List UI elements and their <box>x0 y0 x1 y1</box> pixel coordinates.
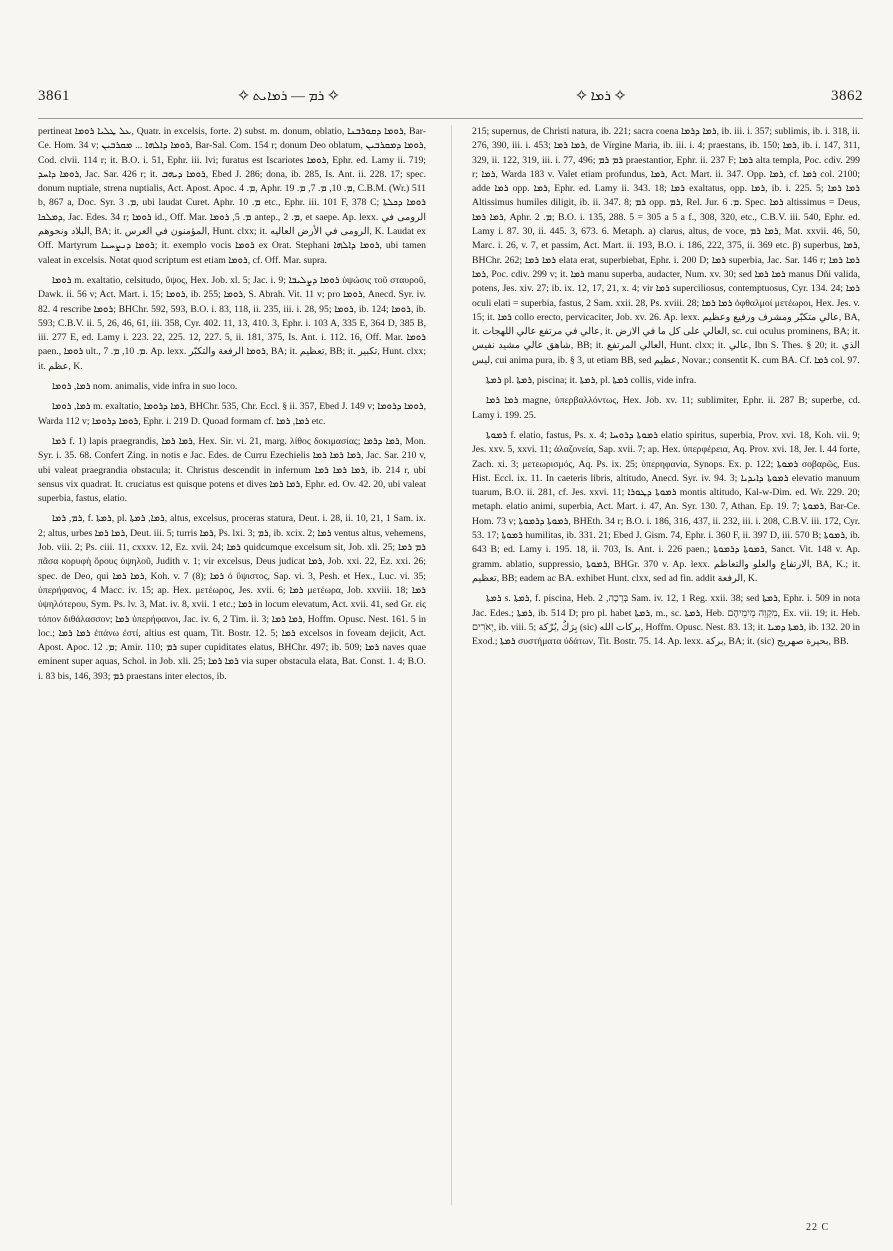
left-entry-2: ܪܘܡܐ m. exaltatio, celsitudo, ὕψος, Hex. Job. xl. 5; Jac. i. 9; ܪܘܡܐ ܕܨܠܝܒܐ ὑψώσις τοῦ σταυροῦ, Dawk. ii. 56 v; Act. Mart. i. 15; ܪܘܡܐ, ib. 255; ܪܘܡܐ, S. Abrah. Vit. 11 v; pro ܪܘܡܐ, Anecd. Syr. iv. 82. 4 rescribe ܪܘܡܐ; BHChr. 592, 593, B.O. i. 83, 118, ii. 235, iii. i. 28, 95; ܪܘܡܐ, ib. 124; ܪܘܡܐ, ib. 593; C.B.V. ii. 5, 26, 46, 61, iii. 358, Cyr. 402. 11, 13, 410. 3, Ephr. i. 103 A, 335 E, 364 D, 385 B, iii. 277 E, ed. Lamy i. 223. 22, 225. 12, 227. 5, ii. 181, 375, Is. Ant. i. 112. 16, Off. Mar. ܪܘܡܐ paen., ܪܘܡܐ ult., ܡ. 10, ܡ. 7. Ap. lexx. ܪܘܡܐ الرفعة والتكبّر, BA; it. تعظيم, BB; it. تكبير, Hunt. clxx; it. عظم, K. <box>38 274 426 372</box>
column-divider <box>451 125 452 1205</box>
left-running-head: ✧ ܪܡ — ܪܡܐܝܬ ✧ <box>238 89 339 104</box>
right-column <box>472 125 860 1220</box>
left-entry-4: ܪܡܐ, ܪܘܡܐ m. exaltatio, ܪܡܐ ܕܪܘܡܐ, BHChr. 535, Chr. Eccl. § ii. 357, Ebed J. 149 v; ܪܘܡܐ ܕܪܘܡܐ, Warda 112 v; ܪܘܡܐ ܕܪܘܡܐ, Ephr. i. 219 D. Quoad formam cf. ܪܡܐ, ܪܡܐ etc. <box>38 401 426 427</box>
right-running-head: ✧ ܪܡܐ ✧ <box>576 89 626 104</box>
left-entry-1: pertineat ܥܠ ܛܠܝܐ ܪܘܡܐ, Quatr. in excelsis, forte. 2) subst. m. donum, oblatio, ܪܘܡܐ ܕܩܘܪܒܢܐ, Bar-Ce. Hom. 34 v; ܪܘܡܐ ܕܐܠܗܐ ... ܡܩܪܒܝܢ, Bar-Sal. Com. 154 r; donum Deo oblatum, ܪܘܡܐ ܕܡܩܪܒܝܢ, Cod. clvii. 114 r; it. B.O. i. 51, Ephr. iii. lvi; furatus est Iscariotes ܪܘܡܐ, Ephr. ed. Lamy ii. 719; ܪܘܡܐ ܕܐܚܕ, Jac. Sar. 426 r; it. ܪܘܡܐ ܕܝܗܒ, Ebed J. 286; dona, ib. 285, Is. Ant. ii. 228. 17; spec. donum nuptiale, strena nuptialis, Act. Apost. Apoc. ܡ. 4, Aphr. ܡ. 10, ܡ. 7, ܡ. 19, C.B.M. (Wr.) 511 b, 867 a, Doc. Syr. ܡ. 3, ubi laudat Curet. Aphr. ܡ. 10 etc., Ephr. iii. 101 F, 378 C; ܪܘܡܐ ܕܟܠܬܐ ܕܡܠܟܐ, Jac. Edes. 34 r; ܪܘܡܐ id., Off. Mar. ܡ. 5, ܪܘܡܐ antep., ܡ. 2, et saepe. Ap. lexx. الرومى في البلاد ونحوهم, BA; it. المؤمنون في العرس, Hunt. clxx; it. الرومى في الأرض العاليه, K. Laudat ex Off. Martyrum ܪܘܡܐ ܕܢܨܚܢܐ; it. exemplo vocis ܪܘܡܐ ex Orat. Stephani ܪܘܡܐ ܕܐܠܗܐ, ubi tamen valeat in excelsis. Notat quod scriptum est etiam ܪܘܡܐ, cf. Off. Mar. supra. <box>38 126 426 266</box>
page-header <box>38 88 863 108</box>
right-entry-2: ܪܡܬܐ pl. ܪܡܬܐ, piscina; it. ܪܡܬܐ, pl. ܪܡܬܐ collis, vide infra. <box>486 375 697 387</box>
left-column <box>38 125 426 1220</box>
left-page-number: 3861 <box>38 88 70 104</box>
right-page-number: 3862 <box>831 88 863 104</box>
right-entry-1: 215; supernus, de Christi natura, ib. 221; sacra coena ܪܡܐ ܕܪܡܐ, ib. iii. i. 357; sublimis, ib. i. 318, ii. 276, 390, iii. i. 453; ܪܡܐ ܪܡܐ, de Virgine Maria, ib. iii. i. 4; praestans, ib. 150; ܪܡܐ, ib. i. 147, 311, 329, ii. 122, 319, iii. i. 77, 496; ܪܡ ܪܡ praestantior, Ephr. ii. 237 F; ܪܡܐ alta templa, Poc. cdiv. 299 r; ܪܡܐ, Warda 183 v. Valet etiam profundus, ܪܡܐ, Act. Mart. ii. 347. Opp. ܪܡܐ, cf. ܪܡܐ col. 2100; adde ܪܡܐ opp. ܪܡܐ, Ephr. ed. Lamy ii. 343. 18; ܪܡܐ exaltatus, opp. ܪܡܐ, ib. i. 225. 5; ܪܡܐ ܪܡܐ Altissimus humiles diligit, ib. ii. 347. 8; ܪܡ opp. ܪܡ, Rel. Jur. ܡ. 6. Spec. ܪܡܐ altissimus = Deus, ܪܡܐ ܪܡܐ, Aphr. ܡ. 2; B.O. i. 135, 288. 5 = 305 a 5 a f., 308, 320, etc., C.B.V. iii. 540, Ephr. ed. Lamy i. 87. 30, ii. 445. 3, 673. 6. Metaph. a) clarus, altus, de voce, ܪܡܐ ܪܡ, Mat. xxvii. 46, 50, Marc. i. 26, v. 7, et passim, Act. Mart. ii. 193, B.O. i. 186, 222, 375, ii. 369 etc. β) superbus, ܪܡܐ, BHChr. 262; ܪܡܐ ܪܡܐ elata erat, superbiebat, Ephr. i. 200 D; ܪܡܐ superbia, Jac. Sar. 146 r; ܪܡܐ ܪܡܐ ܪܡܐ, Poc. cdiv. 299 v; it. ܪܡܐ manu superba, audacter, Num. xv. 30; sed ܪܡܐ ܪܡܐ manus Dñi valida, potens, Jes. xiv. 27; ib. ix. 12, 17, 21, x. 4; vir ܪܡܐ superciliosus, contemptuosus, Cyr. 134. 24; ܪܡܐ oculi elati = superbia, fastus, 2 Sam. xxii. 28, Ps. xviii. 28; ܪܡܐ ܪܡܐ ὀφθαλμοί μετέωροι, Hex. Jes. v. 15; it. ܪܡܐ collo erecto, pervicaciter, Job. xv. 26. Ap. lexx. عالي متكبّر ومشرف ورفيع وعظيم, BA, it. عالي في مرتفع عالي اللهجات, it. العالي على كل ما في الارض, sc. cui oculus prominens, BA; it. شاهق عالي مشيد نفيس, BB; it. العالي المرتفع, Hunt. clxx; it. عالي, Ibn S. Thes. § 20; it. الذي ليس, cui anima pura, ib. § 3, ut etiam BB, sed عظيم, Novar.; consentit K. cum BA. Cf. ܪܡܐ col. 97. <box>472 126 860 366</box>
right-entry-3: ܪܡܐ ܪܡܐ magne, ὑπερβαλλόντως, Hex. Job. xv. 11; sublimiter, Ephr. ii. 287 B; superbe, cd. Lamy i. 199. 25. <box>472 395 860 421</box>
left-entry-5: ܪܡܐ f. 1) lapis praegrandis, ܪܡܐ ܪܡܐ, Hex. Sir. vi. 21, marg. λίθος δοκιμασίας; ܪܡܐ ܕܪܡܐ, Mon. Syr. i. 35. 68. Confert Zing. in notis e Jac. Edes. de Curru Ezechielis ܪܡܐ ܪܡܐ ܪܡܐ, Jac. Sar. 210 v, ubi valeat praegrandia obstacula; it. Christus descendit in infernum ܪܡܐ ܪܡܐ ܪܡܐ, ib. 214 r, ubi sensus vix quadrat. It. cruciatus est quisque potens et dives ܪܡܐ ܪܡܐ, Ephr. ed. Ov. 42. 20, ubi valeat superbia, fastus, elatio. <box>38 435 426 505</box>
left-entry-3: ܪܡܐ, ܪܘܡܐ nom. animalis, vide infra in suo loco. <box>52 381 238 393</box>
right-entry-4: ܪܡܘܬܐ f. elatio, fastus, Ps. x. 4; ܪܡܘܬܐ ܕܪܘܚܐ elatio spiritus, superbia, Prov. xvi. 18, Koh. vii. 9; Jes. xxv. 5, xxvi. 11; ἀλαζονεία, Sap. xvii. 7; ap. Hex. ὑπερφέρεια, Aq. Prov. xvi. 18, Jer. l. 44 forte, Zach. xi. 3; μετεωρισμός, Aq. Ps. ix. 25; ὑπερηφανία, Synops. Ex. p. 122; ܪܡܘܬܐ σοβαρῶς, Eus. Hist. Eccl. ix. 11. In caeteris libris, altitudo, Anecd. Syr. iv. 94. 3; ܪܡܘܬܐ ܕܐܝܕܝܐ elevatio manuum tuarum, B.O. ii. 281, cf. Jes. xxvi. 11; ܪܡܘܬܐ ܕܛܘܪܐ montis altitudo, Kal-w-Dim. ed. Wr. 229. 20; metaph. elatio animi, superbia, Act. Mart. i. 47, An. Syr. 130. 7, Athan. Ep. 19. 7; ܪܡܘܬܐ, Bar-Ce. Hom. 73 v; ܪܡܘܬܐ ܕܪܡܘܬܐ, BHEth. 34 r; B.O. i. 186, 316, 437, ii. 232, iii. i. 208, C.B.V. iii. 172, Cyr. 53. 17; ܪܡܘܬܐ humilitas, ib. 331. 21; Ebed J. Gism. 74, Ephr. i. 360 F, ii. 397 D, iii. 570 B; ܪܡܘܬܐ, ib. 643 B; ed. Lamy i. 195. 18, ii. 703, Is. Ant. i. 226 paen.; ܪܡܘܬܐ ܕܪܡܘܬܐ, Sanct. Vit. 148 v. Ap. gramm. ablatio, suppressio, ܪܡܘܬܐ, BHGr. 370 v. Ap. lexx. الارتفاع والعلو والتعاظم, BA, K.; it. تعظيم, BB; eadem ac BA. exhibet Hunt. clxx, sed ad fin. addit الرفعة, K. <box>472 429 860 584</box>
left-entry-6: ܪܡ, ܪܡܐ, f. ܪܡܬܐ, pl. ܪܡܐ, ܪܡܬܐ, altus, excelsus, proceras statura, Deut. i. 28, ii. 10, 21, 1 Sam. ix. 2; altus, urbes ܪܡܐ ܪܡܐ, Deut. iii. 5; turris ܪܡܐ, Ps. lxi. 3; ܪܡ, ib. xcix. 2; ܪܡܐ ventus altus, vehemens, Job. viii. 2; Ps. ciii. 11, cxxxv. 12, Ez. xvii. 24; ܪܡܐ quidcumque excelsum sit, Job. xli. 25; ܪܡ ܪܡܐ πᾶσα κορυφὴ ὄρους ὑψηλοῦ, Judith v. 1; vir excelsus, Deus judicat ܪܡܐ, Job. xxi. 22, Ez. xxi. 26; spec. de Deo, qui ܪܡܐ ܪܡܐ, Koh. v. 7 (8); ܪܡܐ ὁ ὕψιστος, Sap. vi. 3, Pesh. et Hex., Luc. vi. 35; ὑπερήφανος, 4 Macc. iv. 15; ap. Hex. μετέωρος, Jes. xvii. 6; ܪܡܐ μετέωρα, Job. xxviii. 18; ܪܡܐ ὑψηλότερου, Sym. Ps. lv. 3, Mat. iv. 8, xvii. 1 etc.; ܪܡܐ in locum elevatum, Act. xvii. 41, sed Gr. εἰς τόπον διθάλασσον; ܪܡܐ ὑπερήφανοι, Jac. iv. 6, 2 Tim. ii. 3; ܪܡܐ ܪܡܐ, Hoffm. Opusc. Nest. 161. 5 in loc.; ܪܡܐ ܪܡܐ ἐπάνω ἐστί, altius est quam, Tit. Bostr. 12. 5; ܪܡܐ excelsos in foveam dejicit, Act. Apost. Apoc. ܡ. 12; Amir. 110; ܪܡ super cupiditates elatus, BHChr. 497; ib. 509; ܪܡܐ naves quae eminent super aquas, Schol. in Job. xli. 25; ܪܡܐ ܪܡܐ via super obstacula elata, Bat. Const. 1. 4; B.O. i. 83 bis, 146, 393; ܪܡ praestans inter electos, ib. <box>38 513 426 682</box>
header-rule <box>38 118 863 119</box>
signature-mark: 22 C <box>806 1222 830 1233</box>
right-entry-5: ܪܡܬܐ s. ܪܡܬܐ, f. piscina, Heb. בְּרֵכָה, 2 Sam. iv. 12, 1 Reg. xxii. 38; sed ܪܡܬܐ, Ephr. i. 509 in nota Jac. Edes.; ܪܡܬܐ, ib. 514 D; pro pl. habet ܪܡܬܐ, m., sc. ܪܡܬܐ, Heb. מִקְוֵה מֵימֵיהֶם, Ex. vii. 19; it. Heb. יְאֹרִים, ib. viii. 5; بِرَكٌ ,بُرْكة (sic) بركات الله, Hoffm. Opusc. Nest. 83. 13; it. ܪܡܬܐ ܕܡܝܐ, ib. 132. 20 in Exod.; ܪܡܬܐ συστήματα ὑδάτων, Tit. Bostr. 75. 14. Ap. lexx. بركة, BA; it. (sic) بحيرة صهريج, BB. <box>472 593 860 648</box>
